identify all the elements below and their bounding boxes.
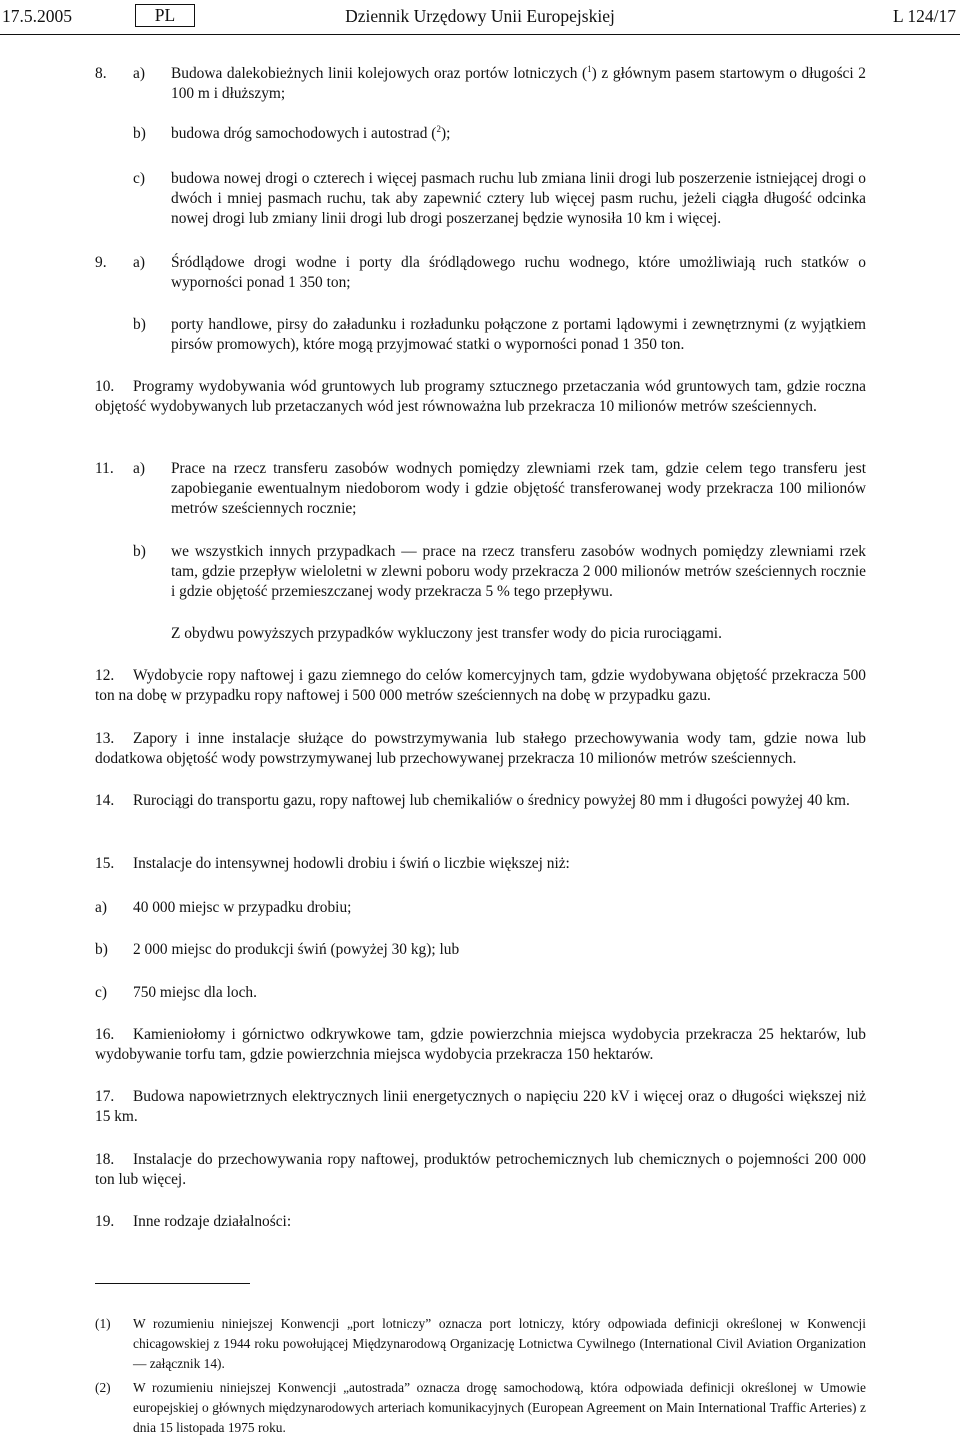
publication-date: 17.5.2005 bbox=[2, 6, 72, 26]
item-19-text: Inne rodzaje działalności: bbox=[133, 1213, 292, 1230]
item-15b-text: 2 000 miejsc do produkcji świń (powyżej 30 kg); lub bbox=[133, 941, 460, 958]
item-11b-label: b) bbox=[133, 543, 146, 560]
item-8c-label: c) bbox=[133, 170, 145, 187]
footnote-2-marker: (2) bbox=[95, 1380, 111, 1395]
item-17-number: 17. bbox=[95, 1088, 115, 1105]
item-11a-label: a) bbox=[133, 460, 145, 477]
item-15c-label: c) bbox=[95, 984, 107, 1001]
footnote-1-marker: (1) bbox=[95, 1316, 111, 1331]
footnote-ref-1: 1 bbox=[587, 64, 592, 74]
language-badge: PL bbox=[135, 4, 195, 27]
item-19-number: 19. bbox=[95, 1213, 115, 1230]
footnote-ref-2: 2 bbox=[436, 124, 441, 134]
item-15-number: 15. bbox=[95, 855, 115, 872]
item-8b-label: b) bbox=[133, 125, 146, 142]
footnote-1-text: W rozumieniu niniejszej Konwencji „port lotniczy” oznacza port lotniczy, który odpowiada definicji określonej w Konwencji chicagowskiej z 1944 roku powołującej Międzynarodową Organizację Lotnictwa Cywilnego (International Civil Aviation Organization — załącznik 14). bbox=[133, 1316, 866, 1371]
item-15a-text: 40 000 miejsc w przypadku drobiu; bbox=[133, 899, 352, 916]
item-9-number: 9. bbox=[95, 254, 107, 271]
item-17-text: Budowa napowietrznych elektrycznych linii energetycznych o napięciu 220 kV i więcej oraz o długości większej niż 15 km. bbox=[95, 1088, 866, 1125]
item-13-text: Zapory i inne instalacje służące do powstrzymywania lub stałego przechowywania wody tam, gdzie nowa lub dodatkowa objętość wody powstrzymywanej lub przechowywanej przekracza 10 milionów metrów sześciennych. bbox=[95, 730, 866, 767]
item-11b-text: we wszystkich innych przypadkach — prace na rzecz transferu zasobów wodnych pomiędzy zlewniami rzek tam, gdzie przepływ wieloletni w zlewni poboru wody przekracza 2 000 milionów metrów sześciennych rocznie i gdzie objętość przemieszczanej wody przekracza 5 % tego przepływu. bbox=[171, 543, 866, 600]
item-10-number: 10. bbox=[95, 378, 115, 395]
item-14-text: Rurociągi do transportu gazu, ropy naftowej lub chemikaliów o średnicy powyżej 80 mm i długości powyżej 40 km. bbox=[133, 792, 850, 809]
item-15-text: Instalacje do intensywnej hodowli drobiu i świń o liczbie większej niż: bbox=[133, 855, 570, 872]
item-12-text: Wydobycie ropy naftowej i gazu ziemnego do celów komercyjnych tam, gdzie wydobywana objętość przekracza 500 ton na dobę w przypadku ropy naftowej i 500 000 metrów sześciennych na dobę w przypadku gazu. bbox=[95, 667, 866, 704]
item-8c-text: budowa nowej drogi o czterech i więcej pasmach ruchu lub zmiana linii drogi lub poszerzenie istniejącej drogi o dwóch i mniej pasmach ruchu, tak aby zapewnić cztery lub więcej pasm ruchu, jeżeli ciągła długość odcinka nowej drogi lub zmiany linii drogi lub drogi poszerzanej będzie wynosiła 10 km i więcej. bbox=[171, 170, 866, 227]
item-13-number: 13. bbox=[95, 730, 115, 747]
footnote-separator bbox=[95, 1283, 250, 1284]
item-14-number: 14. bbox=[95, 792, 115, 809]
journal-title: Dziennik Urzędowy Unii Europejskiej bbox=[345, 6, 615, 26]
item-8a-label: a) bbox=[133, 65, 145, 82]
item-9a-text: Śródlądowe drogi wodne i porty dla śródlądowego ruchu wodnego, które umożliwiają ruch statków o wyporności ponad 1 350 ton; bbox=[171, 254, 866, 291]
item-15c-text: 750 miejsc dla loch. bbox=[133, 984, 257, 1001]
item-15a-label: a) bbox=[95, 899, 107, 916]
item-10-text: Programy wydobywania wód gruntowych lub programy sztucznego przetaczania wód gruntowych tam, gdzie roczna objętość wydobywanych lub przetaczanych wód jest równoważna lub przekracza 10 milionów metrów sześciennych. bbox=[95, 378, 866, 415]
item-12-number: 12. bbox=[95, 667, 115, 684]
item-9b-text: porty handlowe, pirsy do załadunku i rozładunku połączone z portami lądowymi i zewnętrznymi (z wyjątkiem pirsów promowych), które mogą przyjmować statki o wyporności ponad 1 350 ton. bbox=[171, 316, 866, 353]
item-11-note: Z obydwu powyższych przypadków wykluczony jest transfer wody do picia rurociągami. bbox=[171, 625, 722, 642]
header-rule bbox=[0, 34, 960, 35]
item-8-number: 8. bbox=[95, 65, 107, 82]
item-16-text: Kamieniołomy i górnictwo odkrywkowe tam, gdzie powierzchnia miejsca wydobycia przekracza 25 hektarów, lub wydobywanie torfu tam, gdzie powierzchnia miejsca wydobycia przekracza 150 hektarów. bbox=[95, 1026, 866, 1063]
footnote-2-text: W rozumieniu niniejszej Konwencji „autostrada” oznacza drogę samochodową, która odpowiada definicji określonej w Umowie europejskiej o głównych międzynarodowych arteriach komunikacyjnych (European Agreement on Main International Traffic Arteries) z dnia 15 listopada 1975 roku. bbox=[133, 1380, 866, 1435]
page-header bbox=[0, 6, 960, 28]
item-18-number: 18. bbox=[95, 1151, 115, 1168]
item-8b-text: budowa dróg samochodowych i autostrad ($^2$); bbox=[171, 124, 451, 142]
item-15b-label: b) bbox=[95, 941, 108, 958]
item-11a-text: Prace na rzecz transferu zasobów wodnych pomiędzy zlewniami rzek tam, gdzie celem tego transferu jest zapobieganie ewentualnym niedoborom wody i gdzie objętość transferowanej wody przekracza 100 milionów metrów sześciennych rocznie; bbox=[171, 460, 866, 517]
item-9a-label: a) bbox=[133, 254, 145, 271]
item-18-text: Instalacje do przechowywania ropy naftowej, produktów petrochemicznych lub chemicznych o pojemności 200 000 ton lub więcej. bbox=[95, 1151, 866, 1188]
item-16-number: 16. bbox=[95, 1026, 115, 1043]
page-reference: L 124/17 bbox=[892, 6, 956, 26]
item-8a-text: Budowa dalekobieżnych linii kolejowych oraz portów lotniczych ($^1$) z głównym pasem startowym o długości 2 100 m i dłuższym; bbox=[171, 64, 866, 102]
item-11-number: 11. bbox=[95, 460, 114, 477]
item-9b-label: b) bbox=[133, 316, 146, 333]
